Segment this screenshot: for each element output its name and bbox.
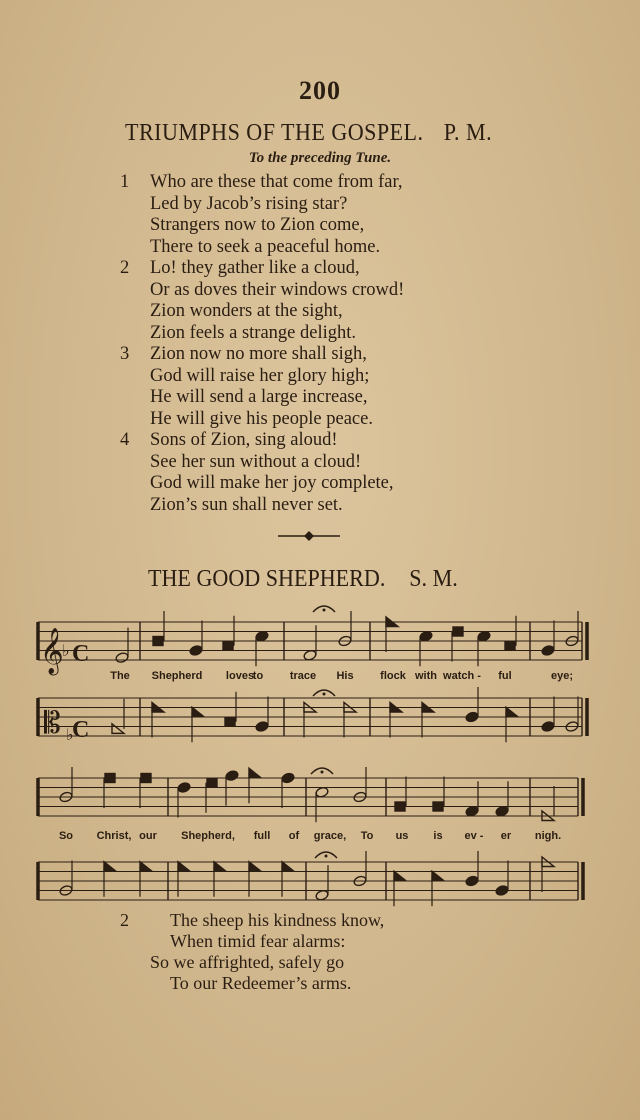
- lyric-syllable: full: [253, 830, 271, 842]
- note-head: [281, 772, 295, 784]
- hymn-title-text: TRIUMPHS OF THE GOSPEL.: [125, 120, 424, 146]
- verse-line: Zion wonders at the sight,: [150, 301, 343, 321]
- flat-icon: ♭: [62, 643, 70, 660]
- verse-line: God will make her joy complete,: [150, 473, 394, 493]
- verse-line: Lo! they gather like a cloud,: [150, 258, 360, 278]
- note-head: [153, 637, 163, 646]
- hymn-meter: S. M.: [409, 566, 458, 592]
- note-head: [214, 862, 226, 872]
- hymn-subtitle: To the preceding Tune.: [248, 150, 392, 166]
- lyric-syllable: Shepherd: [151, 670, 203, 682]
- note-head: [453, 627, 463, 636]
- note-head: [433, 802, 443, 811]
- lyric-syllable: nigh.: [534, 830, 562, 842]
- note-head: [395, 802, 405, 811]
- lyric-syllable: trace: [289, 670, 317, 682]
- note-head: [249, 768, 261, 778]
- note-head: [189, 645, 203, 657]
- note-head: [477, 630, 491, 642]
- note-head: [249, 862, 261, 872]
- lyric-syllable: loves: [225, 670, 255, 682]
- note-head: [419, 630, 433, 642]
- lyric-syllable: To: [360, 830, 374, 842]
- verse-line: There to seek a peaceful home.: [150, 236, 381, 257]
- verse-number: 2: [120, 258, 130, 278]
- lyric-syllable: ev -: [464, 830, 484, 842]
- note-head: [315, 889, 329, 901]
- verse-line: Zion now no more shall sigh,: [150, 344, 367, 364]
- note-head: [178, 862, 190, 872]
- verse-line: Led by Jacob’s rising star?: [150, 193, 348, 214]
- verse-line: Strangers now to Zion come,: [150, 215, 365, 235]
- common-time-icon: C: [72, 717, 90, 743]
- verse-number: 1: [120, 172, 130, 192]
- lyric-syllable: with: [415, 670, 437, 682]
- note-head: [140, 862, 152, 872]
- lyric-syllable: grace,: [313, 830, 347, 842]
- verse-line: See her sun without a cloud!: [150, 451, 362, 472]
- note-head: [207, 778, 217, 787]
- page-number: 200: [299, 76, 341, 105]
- lyric-syllable: to: [252, 670, 264, 682]
- lyric-syllable: Christ,: [96, 830, 132, 842]
- verse-number: 3: [120, 344, 130, 364]
- lyric-syllable: watch -: [443, 670, 481, 682]
- lyric-syllable: ful: [498, 670, 512, 682]
- fermata-dot: [325, 855, 328, 858]
- note-head: [225, 770, 239, 782]
- lyric-syllable: The: [110, 670, 130, 682]
- hymn-meter: P. M.: [443, 120, 493, 146]
- note-head: [255, 721, 269, 733]
- note-head: [394, 871, 406, 881]
- verse-line: Zion feels a strange delight.: [150, 322, 357, 343]
- note-head: [141, 774, 151, 783]
- verse-line: Or as doves their windows crowd!: [150, 279, 405, 300]
- verse-line: So we affrighted, safely go: [150, 952, 345, 972]
- note-head: [465, 875, 479, 887]
- fermata-dot: [323, 693, 326, 696]
- verse-number: 4: [120, 430, 130, 450]
- lyric-syllable: er: [500, 830, 512, 842]
- fermata-dot: [321, 771, 324, 774]
- lyric-syllable: His: [336, 670, 354, 682]
- note-head: [115, 652, 129, 664]
- lyric-syllable: flock: [380, 670, 406, 682]
- verse-line: The sheep his kindness know,: [170, 910, 385, 930]
- verse-number: 2: [120, 910, 129, 930]
- lyric-syllable: eye;: [550, 670, 574, 682]
- note-head: [315, 786, 329, 798]
- staff-lines: [38, 622, 587, 900]
- treble-clef-icon: 𝄞: [40, 628, 64, 674]
- note-head: [432, 871, 444, 881]
- note-head: [495, 885, 509, 897]
- verse-line: Zion’s sun shall never set.: [150, 494, 343, 515]
- note-head: [223, 641, 233, 650]
- note-head: [541, 645, 555, 657]
- note-head: [465, 805, 479, 817]
- fermata-dot: [323, 609, 326, 612]
- lyric-syllable: of: [288, 830, 300, 842]
- verse-line: He will send a large increase,: [150, 387, 368, 407]
- lyric-syllable: our: [139, 830, 157, 842]
- note-head: [225, 717, 235, 726]
- c-clef-icon: 𝄡: [44, 706, 61, 741]
- verse-line: When timid fear alarms:: [170, 931, 346, 951]
- note-head: [255, 630, 269, 642]
- lyric-syllable: is: [433, 830, 443, 842]
- note-head: [465, 711, 479, 723]
- verse-line: He will give his people peace.: [150, 408, 373, 429]
- note-head: [506, 707, 518, 717]
- note-head: [112, 724, 124, 734]
- lyric-syllable: So: [58, 830, 74, 842]
- note-head: [303, 649, 317, 661]
- verse-line: God will raise her glory high;: [150, 365, 370, 386]
- note-head: [282, 862, 294, 872]
- flat-icon: ♭: [66, 727, 74, 744]
- verse-line: To our Redeemer’s arms.: [170, 973, 352, 993]
- note-head: [541, 721, 555, 733]
- note-head: [104, 862, 116, 872]
- lyric-syllable: us: [395, 830, 409, 842]
- verse-line: Who are these that come from far,: [150, 172, 403, 192]
- verse-line: Sons of Zion, sing aloud!: [150, 430, 338, 450]
- note-head: [192, 707, 204, 717]
- note-head: [177, 782, 191, 794]
- note-head: [495, 805, 509, 817]
- note-head: [505, 641, 515, 650]
- note-head: [105, 774, 115, 783]
- hymn-title-text: THE GOOD SHEPHERD.: [148, 566, 386, 592]
- lyric-syllable: Shepherd,: [181, 830, 235, 842]
- common-time-icon: C: [72, 641, 90, 667]
